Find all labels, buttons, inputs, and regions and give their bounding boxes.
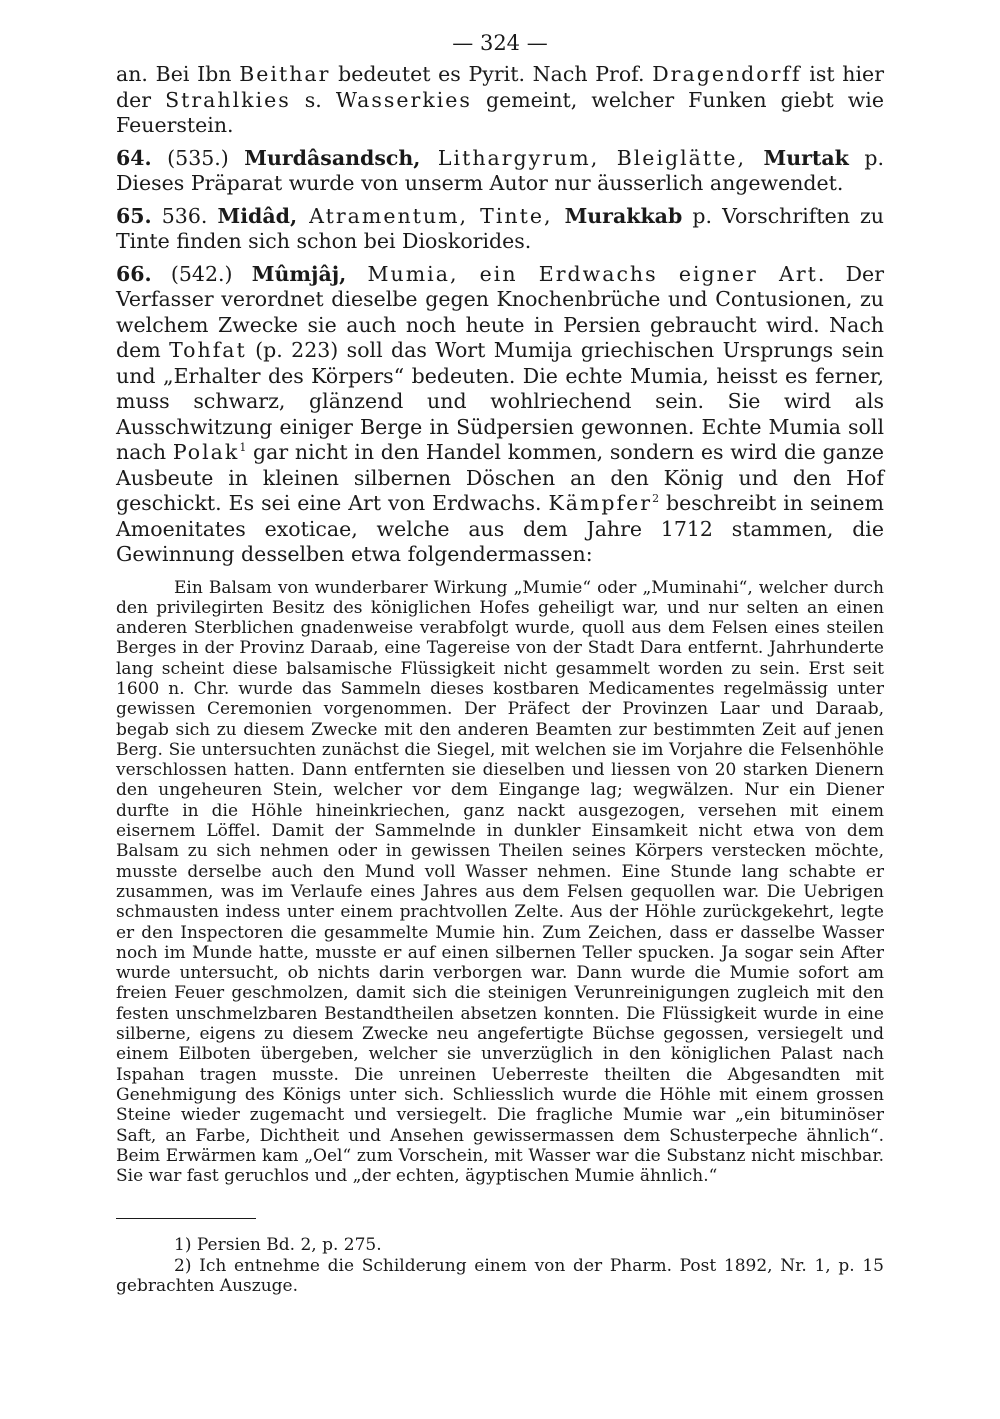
entry-headword: Murdâsandsch, (244, 145, 421, 170)
person-name: Kämpfer (548, 491, 653, 515)
entry-number: 64. (116, 145, 152, 170)
entry-text: gar nicht in den Handel kommen, sondern es wird die ganze Ausbeute in kleinen silbernen Döschen an den König und den Hof geschickt. Es sei eine Art von Erdwachs. (116, 440, 884, 515)
entry-reference: 536. (151, 203, 218, 228)
entry-headword: Mûmjâj, (251, 261, 347, 286)
footnote-divider (116, 1218, 256, 1219)
term: Wasserkies (335, 87, 472, 112)
entry-reference: (535.) (151, 145, 245, 170)
entry-text: beschreibt in seinem Amoenitates exoticae, welche aus dem Jahre 1712 stammen, die Gewinnung desselben etwa folgendermassen: (116, 491, 884, 566)
text-run: bedeutet es Pyrit. Nach Prof. (330, 62, 653, 86)
quote-text: Ein Balsam von wunderbarer Wirkung „Mumie“ oder „Muminahi“, welcher durch den privilegirten Besitz des königlichen Hofes geheiligt war, und nur selten an einen anderen Sterblichen gnadenweise verabfolgt wurde, quoll aus dem Felsen eines steilen Berges in der Provinz Daraab, eine Tagereise von der Stadt Dara entfernt. Jahrhunderte lang scheint diese balsamische Flüssigkeit nicht gesammelt worden zu sein. Erst seit 1600 n. Chr. wurde das Sammeln dieses kostbaren Medicamentes regelmässig unter gewissen Ceremonien vorgenommen. Der Präfect der Provinzen Laar und Daraab, begab sich zu diesem Zwecke mit den anderen Beamten zur bestimmten Zeit auf jenen Berg. Sie untersuchten zunächst die Siegel, mit welchen sie im Vorjahre die Felsenhöhle verschlossen hatten. Dann entfernten sie dieselben und liessen von 20 starken Dienern den ungeheuren Stein, welcher vor dem Eingange lag; wegwälzen. Nur ein Diener durfte in die Höhle hineinkriechen, ganz nackt ausgezogen, versehen mit einem eisernem Löffel. Damit der Sammelnde in dunkler Einsamkeit nicht etwa von dem Balsam zu sich nehmen oder in gewissen Theilen seines Körpers verstecken möchte, musste derselbe auch den Mund voll Wasser nehmen. Eine Stunde lang schabte er zusammen, was im Verlaufe eines Jahres aus dem Felsen gequollen war. Die Uebrigen schmausten indess unter einem prachtvollen Zelte. Aus der Höhle zurückgekehrt, legte er den Inspectoren die gesammelte Mumie hin. Zum Zeichen, dass er dasselbe Wasser noch im Munde hatte, musste er auf einen silbernen Teller spucken. Ja sogar sein After wurde untersucht, ob nichts darin verborgen war. Dann wurde die Mumie sofort am freien Feuer geschmolzen, damit sich die steinigen Verunreinigungen zugleich mit den festen unschmelzbaren Bestandtheilen absetzen konnten. Die Flüssigkeit wurde in eine silberne, eigens zu diesem Zwecke neu angefertigte Büchse gegossen, versiegelt und einem Eilboten übergeben, welcher sie unverzüglich in den königlichen Palast nach Ispahan tragen musste. Die unreinen Ueberreste theilten die Abgesandten mit Genehmigung des Königs unter sich. Schliesslich wurde die Höhle mit einem grossen Steine wieder zugemacht und versiegelt. Die fragliche Mumie war „ein bituminöser Saft, an Farbe, Dichtheit und Ansehen gewissermassen dem Schusterpeche ähnlich“. Beim Erwärmen kam „Oel“ zum Vorschein, mit Wasser war die Substanz nicht mischbar. Sie war fast geruchlos und „der echten, ägyptischen Mumie ähnlich.“ (116, 577, 884, 1187)
text-run: gemeint, welcher Funken giebt wie Feuerstein. (116, 87, 884, 137)
entry-number: 66. (116, 261, 152, 286)
text-run: s. (290, 87, 336, 112)
entry-text: Der Verfasser verordnet dieselbe gegen Knochenbrüche und Contusionen, zu welchem Zwecke sie auch noch heute in Persien gebraucht wird. Nach dem (116, 261, 884, 362)
entry-66 (116, 262, 884, 568)
page-number: — 324 — (452, 31, 548, 55)
block-quote (116, 578, 884, 1187)
entry-reference: (542.) (151, 261, 252, 286)
document-page (116, 30, 884, 1297)
entry-headword-alt: Murakkab (564, 203, 683, 228)
entry-text: p. Dieses Präparat wurde von unserm Autor nur äusserlich angewendet. (116, 145, 884, 195)
person-name: Dragendorff (652, 62, 802, 86)
text-run: an. Bei Ibn (116, 62, 240, 86)
source-name: Tohfat (169, 338, 247, 362)
footnote-2: 2) Ich entnehme die Schilderung einem von der Pharm. Post 1892, Nr. 1, p. 15 gebrachten Auszuge. (116, 1255, 884, 1297)
entry-64 (116, 146, 884, 197)
entry-text: (p. 223) soll das Wort Mumija griechischen Ursprungs sein und „Erhalter des Körpers“ bedeuten. Die echte Mumia, heisst es ferner, muss schwarz, glänzend und wohlriechend sein. Sie wird als Ausschwitzung einiger Berge in Südpersien gewonnen. Echte Mumia soll nach (116, 338, 884, 464)
person-name: Beithar (239, 62, 331, 86)
entry-65 (116, 204, 884, 255)
entry-synonyms: Atramentum, Tinte, (297, 203, 565, 228)
footnote-marker: 2 (652, 492, 660, 506)
entry-headword: Midâd, (217, 203, 298, 228)
entry-headword-alt: Murtak (763, 145, 849, 170)
term: Strahlkies (165, 87, 291, 112)
footnote-1: 1) Persien Bd. 2, p. 275. (174, 1235, 382, 1256)
person-name: Polak (172, 440, 240, 464)
footnote-marker: 1 (239, 441, 247, 455)
entry-synonyms: Mumia, ein Erdwachs eigner Art. (346, 261, 827, 286)
main-text (116, 62, 884, 568)
text-run: ist hier der (116, 62, 884, 112)
entry-synonyms: Lithargyrum, Bleiglätte, (420, 145, 764, 170)
footnotes (116, 1235, 884, 1297)
intro-paragraph (116, 62, 884, 139)
entry-number: 65. (116, 203, 152, 228)
entry-text: p. Vorschriften zu Tinte finden sich schon bei Dioskorides. (116, 203, 885, 253)
